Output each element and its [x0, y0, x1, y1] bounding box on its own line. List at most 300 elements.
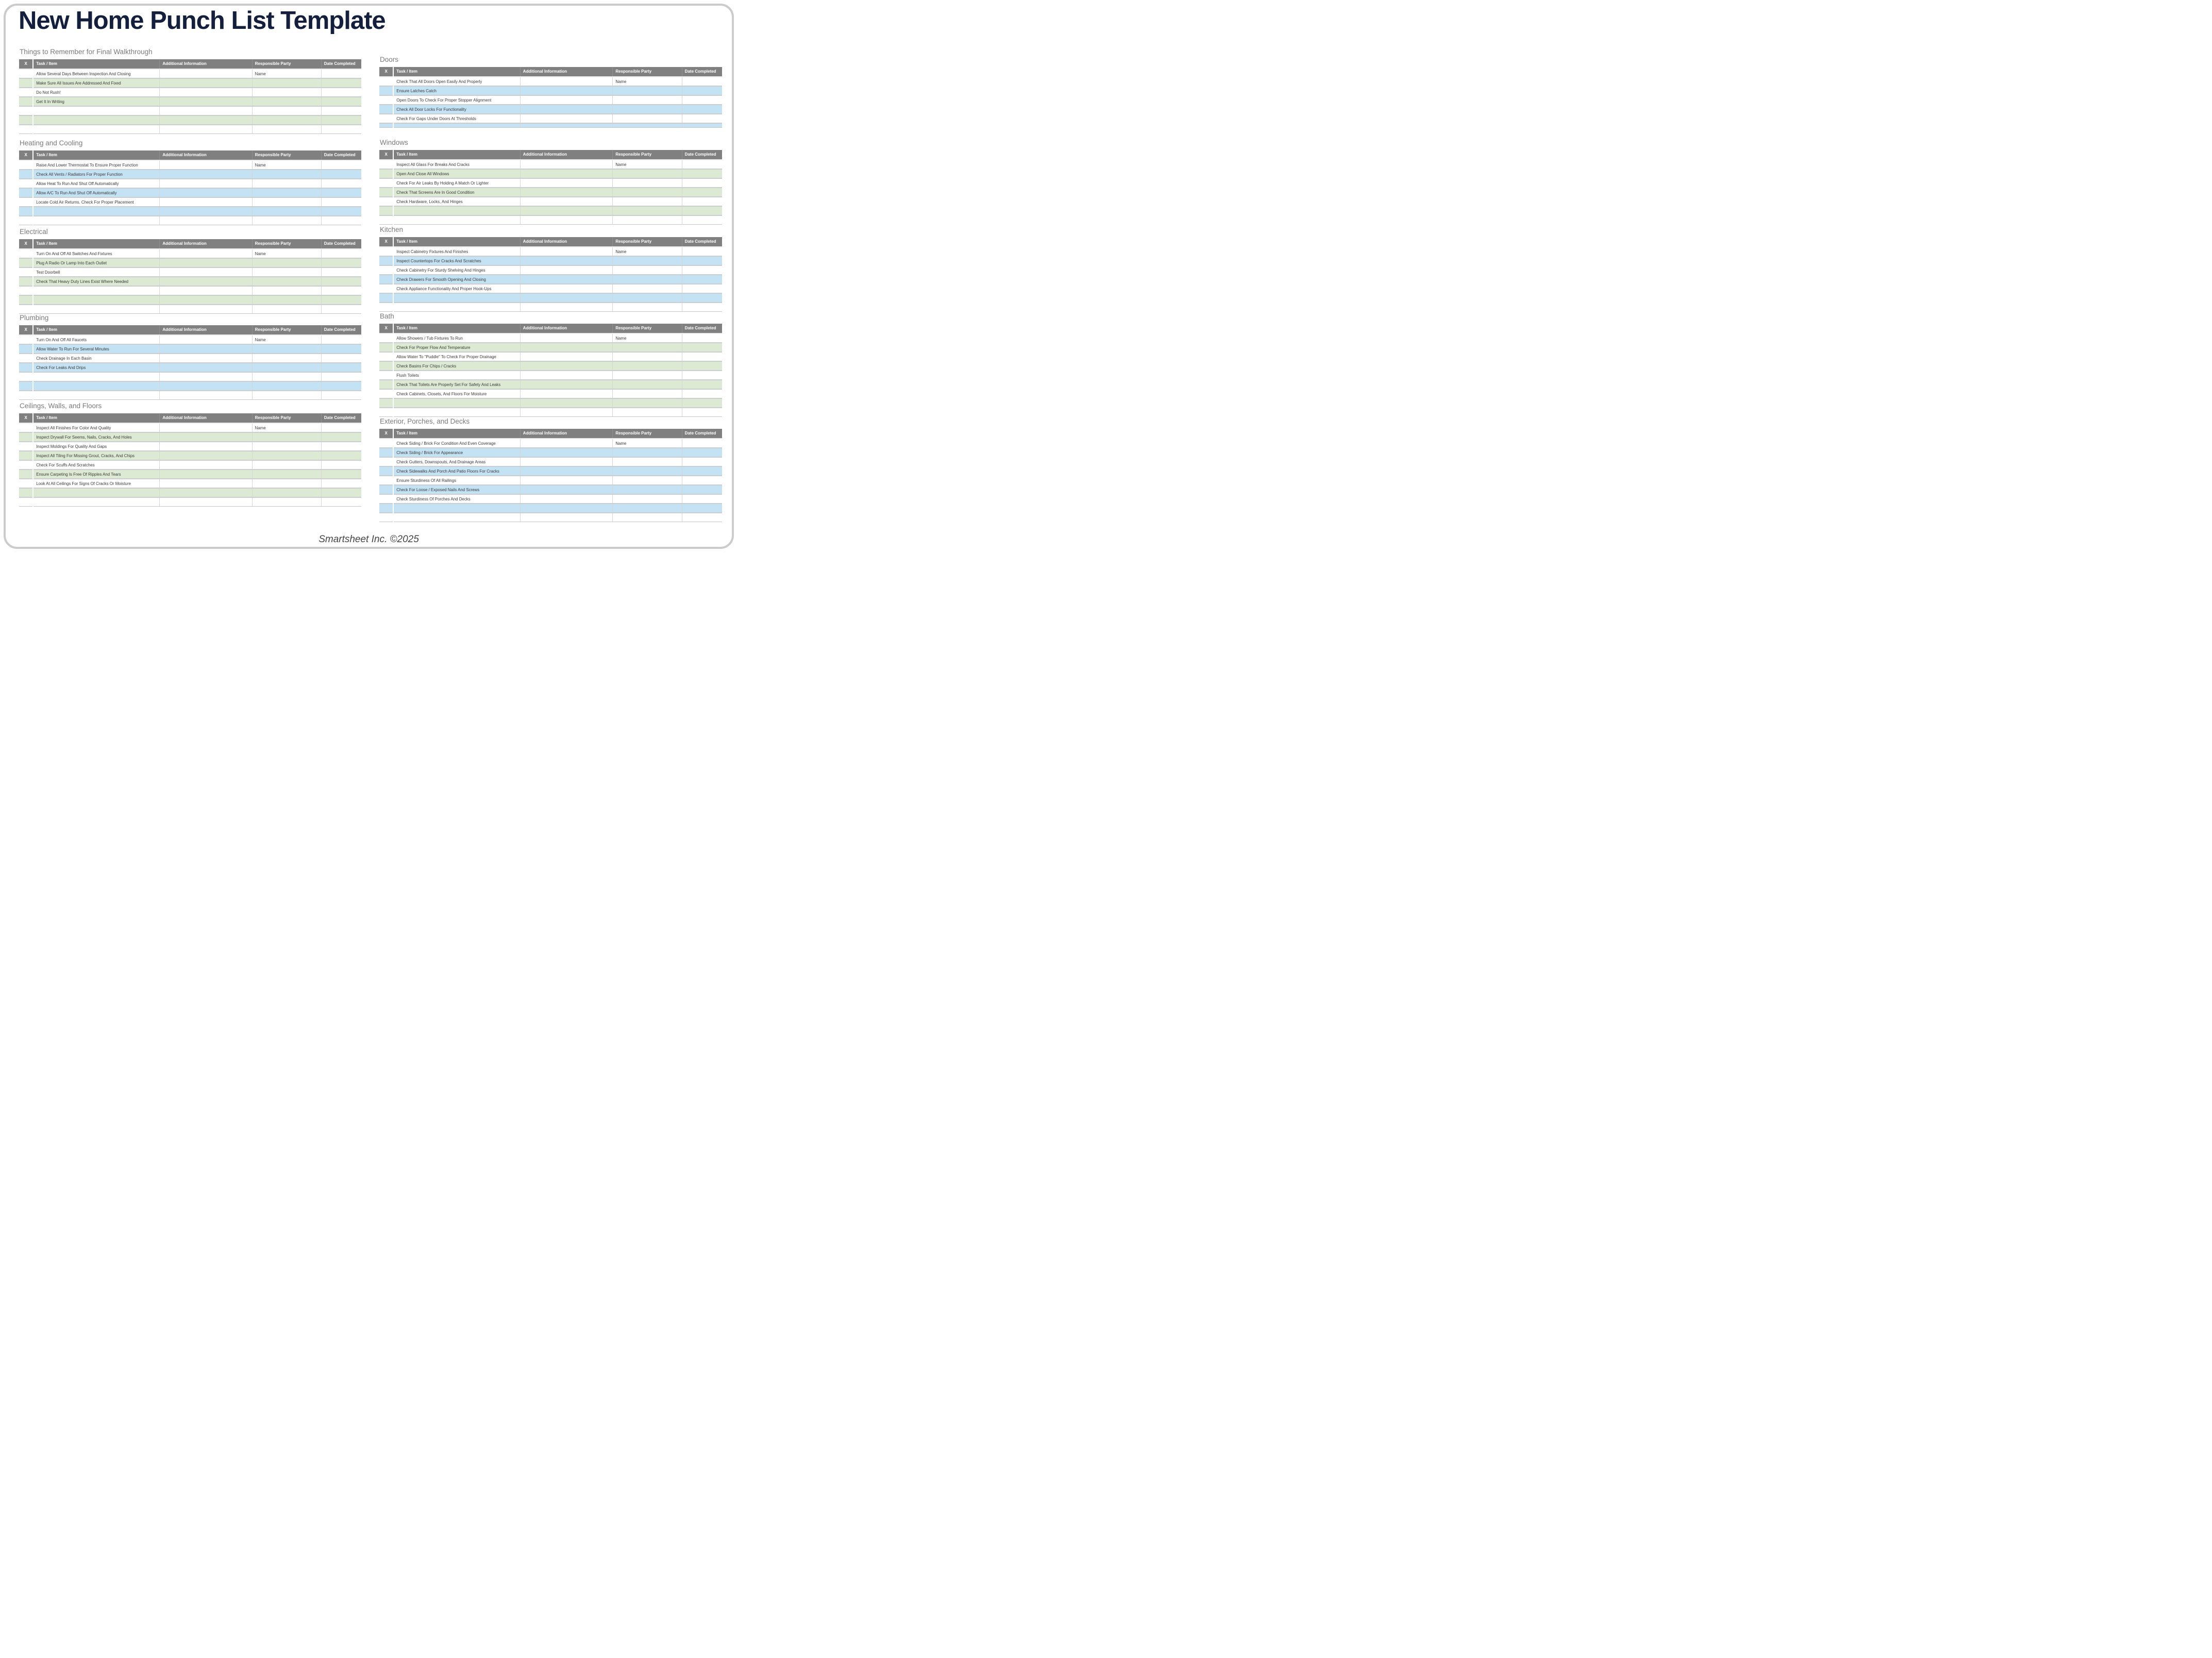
header-date-completed: Date Completed	[682, 237, 722, 247]
x-cell	[19, 125, 33, 134]
table-row	[379, 352, 722, 361]
section-heating-and-cooling	[19, 139, 361, 225]
table-row	[19, 88, 361, 97]
table-row	[379, 178, 722, 188]
responsible-party-cell	[613, 408, 682, 417]
header-row	[379, 324, 722, 333]
header-responsible-party: Responsible Party	[252, 413, 321, 423]
header-responsible-party: Responsible Party	[613, 150, 682, 160]
task-cell: Check That Screens Are In Good Condition	[393, 188, 520, 197]
date-completed-cell	[321, 78, 361, 88]
date-completed-cell	[682, 361, 722, 371]
x-cell	[19, 391, 33, 400]
responsible-party-cell	[252, 363, 321, 372]
table-row	[19, 305, 361, 314]
x-cell	[19, 207, 33, 216]
header-responsible-party: Responsible Party	[613, 429, 682, 439]
task-cell: Plug A Radio Or Lamp Into Each Outlet	[33, 258, 160, 267]
table-row	[19, 479, 361, 488]
additional-info-cell	[520, 457, 613, 466]
header-task-item: Task / Item	[393, 237, 520, 247]
header-additional-information: Additional Information	[160, 59, 252, 69]
task-cell: Check For Leaks And Drips	[33, 363, 160, 372]
task-cell	[393, 398, 520, 408]
header-x: X	[379, 237, 393, 247]
additional-info-cell	[520, 275, 613, 284]
additional-info-cell	[160, 451, 252, 460]
date-completed-cell	[321, 249, 361, 258]
table-row	[19, 258, 361, 267]
x-cell	[379, 215, 393, 225]
task-cell: Flush Toilets	[393, 371, 520, 380]
responsible-party-cell	[613, 95, 682, 105]
responsible-party-cell	[252, 470, 321, 479]
table-row	[379, 123, 722, 128]
x-cell	[19, 97, 33, 106]
task-cell: Raise And Lower Thermostat To Ensure Proper Function	[33, 160, 160, 170]
date-completed-cell	[682, 333, 722, 343]
x-cell	[379, 160, 393, 169]
table-row	[379, 333, 722, 343]
date-completed-cell	[682, 504, 722, 513]
additional-info-cell	[160, 267, 252, 277]
table-row	[379, 513, 722, 522]
task-cell: Check Drawers For Smooth Opening And Closing	[393, 275, 520, 284]
table-row	[19, 363, 361, 372]
task-cell	[33, 497, 160, 507]
date-completed-cell	[682, 275, 722, 284]
responsible-party-cell: Name	[613, 333, 682, 343]
responsible-party-cell	[613, 86, 682, 95]
header-task-item: Task / Item	[33, 59, 160, 69]
header-responsible-party: Responsible Party	[613, 67, 682, 77]
header-task-item: Task / Item	[393, 67, 520, 77]
date-completed-cell	[321, 88, 361, 97]
task-cell: Check All Vents / Radiators For Proper Function	[33, 170, 160, 179]
task-cell	[33, 391, 160, 400]
x-cell	[19, 106, 33, 115]
task-cell: Allow Heat To Run And Shut Off Automatically	[33, 179, 160, 188]
additional-info-cell	[520, 114, 613, 123]
x-cell	[379, 169, 393, 178]
table-row	[19, 286, 361, 295]
date-completed-cell	[321, 267, 361, 277]
responsible-party-cell	[252, 115, 321, 125]
x-cell	[19, 488, 33, 497]
x-cell	[379, 256, 393, 265]
x-cell	[19, 160, 33, 170]
table-row	[379, 303, 722, 312]
responsible-party-cell	[252, 381, 321, 391]
header-additional-information: Additional Information	[520, 150, 613, 160]
task-cell: Do Not Rush!	[33, 88, 160, 97]
table-row	[379, 476, 722, 485]
header-row	[379, 237, 722, 247]
x-cell	[19, 344, 33, 354]
header-task-item: Task / Item	[33, 413, 160, 423]
table-row	[379, 439, 722, 448]
responsible-party-cell	[252, 391, 321, 400]
additional-info-cell	[160, 432, 252, 442]
date-completed-cell	[682, 352, 722, 361]
additional-info-cell	[520, 215, 613, 225]
header-date-completed: Date Completed	[682, 150, 722, 160]
task-cell	[33, 295, 160, 305]
task-cell: Turn On And Off All Faucets	[33, 335, 160, 344]
responsible-party-cell: Name	[252, 423, 321, 432]
x-cell	[19, 295, 33, 305]
header-responsible-party: Responsible Party	[252, 325, 321, 335]
responsible-party-cell	[613, 476, 682, 485]
additional-info-cell	[160, 258, 252, 267]
x-cell	[379, 361, 393, 371]
responsible-party-cell	[613, 169, 682, 178]
additional-info-cell	[160, 391, 252, 400]
responsible-party-cell	[252, 305, 321, 314]
date-completed-cell	[682, 439, 722, 448]
x-cell	[19, 69, 33, 78]
header-date-completed: Date Completed	[682, 67, 722, 77]
section-title: Bath	[380, 312, 394, 320]
responsible-party-cell	[252, 179, 321, 188]
date-completed-cell	[321, 69, 361, 78]
date-completed-cell	[682, 123, 722, 128]
additional-info-cell	[520, 188, 613, 197]
x-cell	[379, 95, 393, 105]
date-completed-cell	[682, 284, 722, 293]
responsible-party-cell	[613, 371, 682, 380]
x-cell	[379, 398, 393, 408]
task-cell: Check Sturdiness Of Porches And Decks	[393, 494, 520, 504]
task-cell	[33, 216, 160, 225]
additional-info-cell	[160, 286, 252, 295]
additional-info-cell	[520, 361, 613, 371]
date-completed-cell	[321, 216, 361, 225]
x-cell	[19, 372, 33, 381]
x-cell	[379, 389, 393, 398]
x-cell	[379, 123, 393, 128]
header-task-item: Task / Item	[393, 324, 520, 333]
table-row	[19, 381, 361, 391]
x-cell	[379, 352, 393, 361]
additional-info-cell	[520, 408, 613, 417]
responsible-party-cell	[252, 295, 321, 305]
responsible-party-cell	[252, 78, 321, 88]
table-row	[19, 170, 361, 179]
header-task-item: Task / Item	[33, 150, 160, 160]
table-row	[19, 69, 361, 78]
x-cell	[379, 77, 393, 86]
table-row	[379, 197, 722, 206]
responsible-party-cell	[252, 354, 321, 363]
date-completed-cell	[321, 258, 361, 267]
task-cell: Check Gutters, Downspouts, And Drainage Areas	[393, 457, 520, 466]
additional-info-cell	[520, 105, 613, 114]
responsible-party-cell	[613, 197, 682, 206]
task-cell	[33, 106, 160, 115]
header-responsible-party: Responsible Party	[252, 239, 321, 249]
additional-info-cell	[160, 249, 252, 258]
date-completed-cell	[682, 485, 722, 494]
header-x: X	[379, 150, 393, 160]
section-exterior-porches-and-decks	[379, 417, 722, 522]
additional-info-cell	[520, 160, 613, 169]
date-completed-cell	[321, 197, 361, 207]
x-cell	[379, 513, 393, 522]
responsible-party-cell	[252, 188, 321, 197]
task-cell	[33, 286, 160, 295]
responsible-party-cell	[613, 284, 682, 293]
task-cell: Make Sure All Issues Are Addressed And Fixed	[33, 78, 160, 88]
header-row	[19, 325, 361, 335]
section-title: Exterior, Porches, and Decks	[380, 417, 470, 425]
table-row	[19, 267, 361, 277]
responsible-party-cell	[613, 361, 682, 371]
x-cell	[19, 442, 33, 451]
section-title: Doors	[380, 56, 399, 63]
date-completed-cell	[321, 363, 361, 372]
date-completed-cell	[321, 460, 361, 470]
table-row	[379, 389, 722, 398]
header-date-completed: Date Completed	[321, 150, 361, 160]
responsible-party-cell: Name	[613, 247, 682, 256]
responsible-party-cell: Name	[252, 160, 321, 170]
left-column	[19, 0, 361, 552]
table-row	[379, 485, 722, 494]
task-cell: Inspect All Glass For Breaks And Cracks	[393, 160, 520, 169]
table-row	[379, 114, 722, 123]
header-row	[19, 239, 361, 249]
additional-info-cell	[520, 352, 613, 361]
punch-table-electrical	[19, 239, 361, 314]
date-completed-cell	[321, 207, 361, 216]
date-completed-cell	[682, 160, 722, 169]
additional-info-cell	[160, 115, 252, 125]
additional-info-cell	[160, 160, 252, 170]
x-cell	[19, 249, 33, 258]
date-completed-cell	[321, 470, 361, 479]
table-row	[379, 466, 722, 476]
task-cell	[33, 115, 160, 125]
table-row	[379, 206, 722, 215]
table-row	[19, 391, 361, 400]
additional-info-cell	[160, 277, 252, 286]
footer-credit: Smartsheet Inc. ©2025	[319, 534, 419, 545]
date-completed-cell	[682, 380, 722, 389]
x-cell	[19, 277, 33, 286]
responsible-party-cell	[252, 488, 321, 497]
responsible-party-cell	[613, 215, 682, 225]
responsible-party-cell	[252, 372, 321, 381]
x-cell	[379, 114, 393, 123]
additional-info-cell	[160, 88, 252, 97]
task-cell: Ensure Carpeting Is Free Of Ripples And Tears	[33, 470, 160, 479]
table-row	[19, 160, 361, 170]
table-row	[379, 457, 722, 466]
additional-info-cell	[520, 303, 613, 312]
table-row	[379, 284, 722, 293]
x-cell	[379, 504, 393, 513]
date-completed-cell	[682, 105, 722, 114]
table-row	[19, 295, 361, 305]
task-cell: Check Cabinetry For Sturdy Shelving And Hinges	[393, 265, 520, 275]
additional-info-cell	[520, 466, 613, 476]
task-cell	[33, 305, 160, 314]
responsible-party-cell	[613, 206, 682, 215]
responsible-party-cell	[613, 398, 682, 408]
responsible-party-cell	[252, 479, 321, 488]
additional-info-cell	[520, 494, 613, 504]
task-cell: Inspect Moldings For Quality And Gaps	[33, 442, 160, 451]
task-cell: Locate Cold Air Returns. Check For Proper Placement	[33, 197, 160, 207]
task-cell: Check Drainage In Each Basin	[33, 354, 160, 363]
task-cell	[393, 504, 520, 513]
x-cell	[19, 305, 33, 314]
additional-info-cell	[160, 497, 252, 507]
additional-info-cell	[520, 293, 613, 303]
section-windows	[379, 139, 722, 225]
x-cell	[19, 470, 33, 479]
additional-info-cell	[160, 97, 252, 106]
responsible-party-cell	[252, 267, 321, 277]
page	[0, 0, 738, 552]
task-cell: Check For Scuffs And Scratches	[33, 460, 160, 470]
table-row	[19, 277, 361, 286]
section-kitchen	[379, 226, 722, 312]
section-title: Ceilings, Walls, and Floors	[20, 402, 102, 410]
header-date-completed: Date Completed	[682, 324, 722, 333]
responsible-party-cell	[613, 105, 682, 114]
x-cell	[379, 188, 393, 197]
task-cell: Check That Heavy Duty Lines Exist Where Needed	[33, 277, 160, 286]
table-row	[379, 105, 722, 114]
table-row	[19, 344, 361, 354]
responsible-party-cell	[613, 303, 682, 312]
date-completed-cell	[321, 295, 361, 305]
x-cell	[19, 115, 33, 125]
responsible-party-cell	[613, 380, 682, 389]
additional-info-cell	[520, 247, 613, 256]
additional-info-cell	[520, 398, 613, 408]
task-cell: Check Basins For Chips / Cracks	[393, 361, 520, 371]
additional-info-cell	[520, 380, 613, 389]
x-cell	[379, 466, 393, 476]
table-row	[379, 86, 722, 95]
header-additional-information: Additional Information	[160, 325, 252, 335]
responsible-party-cell: Name	[613, 160, 682, 169]
task-cell	[33, 372, 160, 381]
responsible-party-cell	[252, 125, 321, 134]
additional-info-cell	[520, 476, 613, 485]
date-completed-cell	[682, 293, 722, 303]
responsible-party-cell	[252, 497, 321, 507]
date-completed-cell	[321, 160, 361, 170]
header-row	[379, 150, 722, 160]
responsible-party-cell	[613, 448, 682, 457]
x-cell	[379, 494, 393, 504]
table-row	[379, 77, 722, 86]
additional-info-cell	[520, 197, 613, 206]
task-cell: Inspect All Tiling For Missing Grout, Cracks, And Chips	[33, 451, 160, 460]
responsible-party-cell	[613, 513, 682, 522]
date-completed-cell	[321, 170, 361, 179]
table-row	[379, 494, 722, 504]
header-x: X	[379, 429, 393, 439]
task-cell	[33, 488, 160, 497]
task-cell: Check For Gaps Under Doors At Thresholds	[393, 114, 520, 123]
section-title: Heating and Cooling	[20, 139, 83, 147]
date-completed-cell	[682, 256, 722, 265]
table-row	[379, 380, 722, 389]
task-cell: Inspect Cabinetry Fixtures And Finishes	[393, 247, 520, 256]
date-completed-cell	[682, 408, 722, 417]
x-cell	[19, 88, 33, 97]
task-cell: Check For Air Leaks By Holding A Match Or Lighter	[393, 178, 520, 188]
date-completed-cell	[321, 479, 361, 488]
date-completed-cell	[321, 179, 361, 188]
additional-info-cell	[160, 125, 252, 134]
table-row	[379, 448, 722, 457]
task-cell	[393, 215, 520, 225]
x-cell	[19, 179, 33, 188]
date-completed-cell	[682, 206, 722, 215]
header-x: X	[19, 59, 33, 69]
date-completed-cell	[682, 169, 722, 178]
responsible-party-cell	[252, 258, 321, 267]
additional-info-cell	[160, 363, 252, 372]
task-cell	[33, 125, 160, 134]
x-cell	[379, 275, 393, 284]
date-completed-cell	[682, 197, 722, 206]
section-ceilings-walls-and-floors	[19, 402, 361, 507]
responsible-party-cell	[613, 123, 682, 128]
date-completed-cell	[682, 86, 722, 95]
task-cell: Look At All Ceilings For Signs Of Cracks Or Moisture	[33, 479, 160, 488]
date-completed-cell	[321, 286, 361, 295]
x-cell	[19, 354, 33, 363]
date-completed-cell	[682, 494, 722, 504]
header-row	[19, 413, 361, 423]
responsible-party-cell	[613, 466, 682, 476]
table-row	[19, 470, 361, 479]
additional-info-cell	[520, 77, 613, 86]
header-responsible-party: Responsible Party	[252, 150, 321, 160]
additional-info-cell	[520, 256, 613, 265]
x-cell	[19, 423, 33, 432]
table-row	[379, 215, 722, 225]
punch-table-ceilings-walls-and-floors	[19, 413, 361, 507]
date-completed-cell	[321, 423, 361, 432]
date-completed-cell	[682, 188, 722, 197]
header-date-completed: Date Completed	[321, 325, 361, 335]
date-completed-cell	[321, 106, 361, 115]
responsible-party-cell	[613, 178, 682, 188]
date-completed-cell	[682, 513, 722, 522]
responsible-party-cell	[252, 88, 321, 97]
x-cell	[379, 293, 393, 303]
responsible-party-cell	[613, 457, 682, 466]
table-row	[19, 216, 361, 225]
task-cell: Check Siding / Brick For Appearance	[393, 448, 520, 457]
header-additional-information: Additional Information	[160, 239, 252, 249]
table-row	[379, 160, 722, 169]
task-cell: Get It In Writing	[33, 97, 160, 106]
responsible-party-cell: Name	[613, 439, 682, 448]
task-cell	[393, 293, 520, 303]
task-cell: Ensure Sturdiness Of All Railings	[393, 476, 520, 485]
additional-info-cell	[520, 485, 613, 494]
additional-info-cell	[160, 216, 252, 225]
